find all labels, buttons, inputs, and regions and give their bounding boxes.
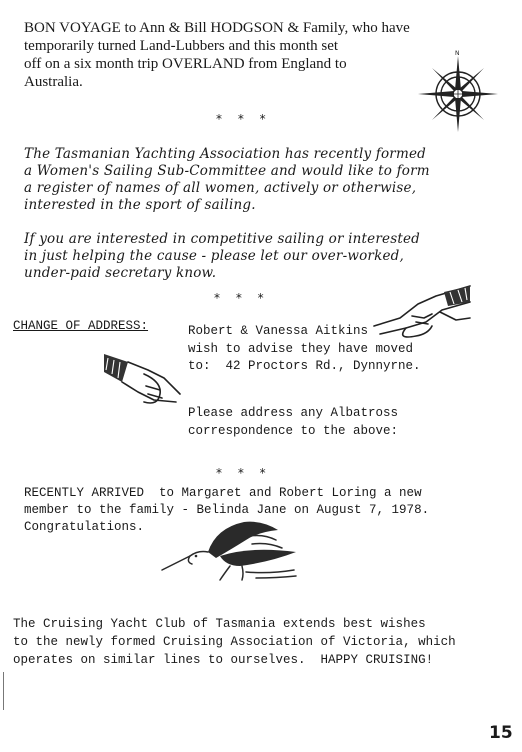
cruising-club-line-2: to the newly formed Cruising Association of Victoria, which [13, 635, 456, 649]
cruising-club-line-3: operates on similar lines to ourselves. HAPPY CRUISING! [13, 653, 434, 667]
sailing-interest-line-2: in just helping the cause - please let our over-worked, [24, 248, 404, 264]
page-number: 15 [489, 723, 513, 743]
sailing-interest-line-3: under-paid secretary know. [24, 265, 217, 281]
address-line-3: to: 42 Proctors Rd., Dynnyrne. [188, 359, 421, 373]
section-separator: * * * [214, 291, 270, 305]
cruising-club-line-1: The Cruising Yacht Club of Tasmania extends best wishes [13, 617, 426, 631]
recently-arrived-line-2: member to the family - Belinda Jane on August 7, 1978. [24, 503, 430, 517]
address-footer-line-1: Please address any Albatross [188, 406, 399, 420]
recently-arrived-line-1: RECENTLY ARRIVED to Margaret and Robert Loring a new [24, 486, 422, 500]
pointing-hand-icon [366, 282, 474, 342]
yachting-line-3: a register of names of all women, actively or otherwise, [24, 180, 417, 196]
margin-mark [3, 672, 4, 710]
change-of-address-heading: CHANGE OF ADDRESS: [13, 319, 149, 333]
recently-arrived-line-3: Congratulations. [24, 520, 145, 534]
pointing-hand-icon [102, 348, 182, 412]
sailing-interest-line-1: If you are interested in competitive sailing or interested [24, 231, 420, 247]
yachting-line-2: a Women's Sailing Sub-Committee and would like to form [24, 163, 430, 179]
section-separator: * * * [216, 466, 272, 480]
section-separator: * * * [216, 112, 272, 126]
address-line-2: wish to advise they have moved [188, 342, 414, 356]
bon-voyage-line-1: BON VOYAGE to Ann & Bill HODGSON & Family, who have [24, 20, 410, 36]
wading-bird-icon [160, 516, 302, 582]
compass-rose-icon [412, 50, 504, 136]
bon-voyage-line-2: temporarily turned Land-Lubbers and this month set [24, 38, 339, 54]
bon-voyage-line-4: Australia. [24, 74, 83, 90]
bon-voyage-line-3: off on a six month trip OVERLAND from England to [24, 56, 347, 72]
svg-text:N: N [455, 50, 460, 57]
address-line-1: Robert & Vanessa Aitkins [188, 324, 369, 338]
yachting-line-4: interested in the sport of sailing. [24, 197, 256, 213]
yachting-line-1: The Tasmanian Yachting Association has recently formed [24, 146, 426, 162]
address-footer-line-2: correspondence to the above: [188, 424, 399, 438]
